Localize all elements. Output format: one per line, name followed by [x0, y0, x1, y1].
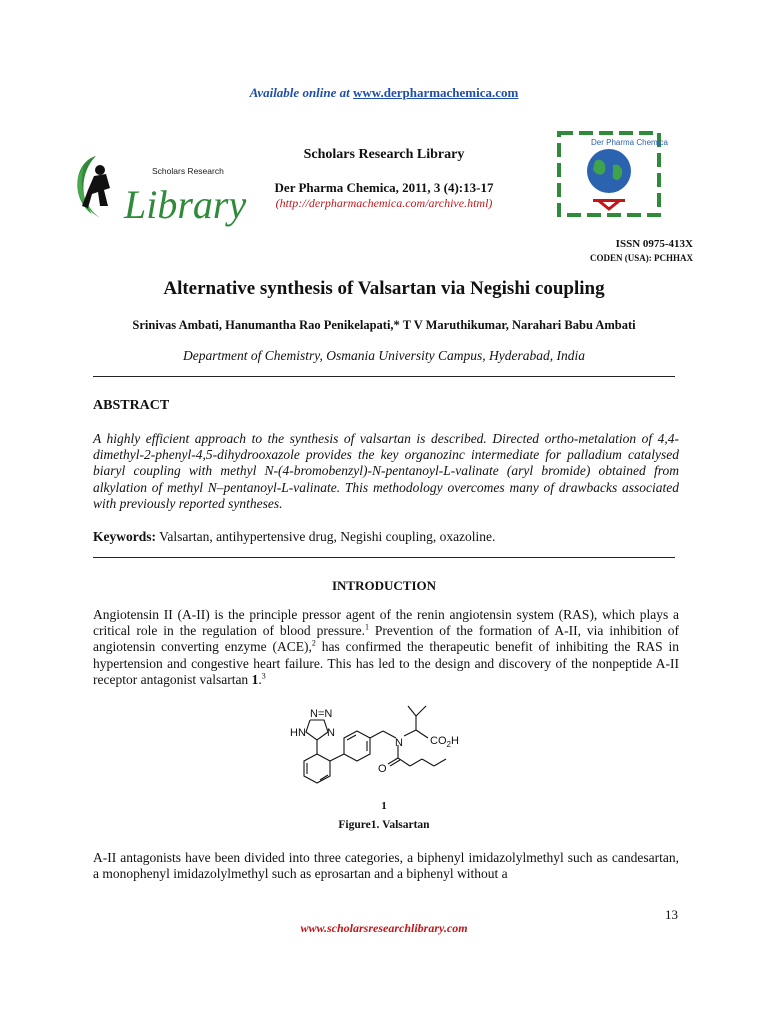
intro-paragraph-2: A-II antagonists have been divided into three categories, a biphenyl imidazolylmethyl such as candesartan, a monophenyl imidazolylmethyl such as eprosartan and a biphenyl without a [93, 850, 679, 882]
intro-p1-part-d: . [258, 671, 262, 687]
keywords-text: Valsartan, antihypertensive drug, Negishi coupling, oxazoline. [156, 529, 496, 544]
carbonyl-o-label: O [378, 763, 387, 775]
journal-citation: Der Pharma Chemica, 2011, 3 (4):13-17 [274, 180, 494, 195]
intro-p1-part-b: Prevention of the formation of A-II, via inhibition of angiotensin converting enzyme (ACE), [93, 623, 679, 655]
der-pharma-chemica-logo [555, 129, 668, 224]
citation-2: 2 [311, 638, 316, 648]
tetrazole-nn-label: N=N [310, 708, 333, 720]
issn: ISSN 0975-413X [615, 238, 693, 250]
keywords-line [93, 529, 679, 545]
affiliation: Department of Chemistry, Osmania University Campus, Hyderabad, India [183, 348, 585, 363]
footer-url[interactable]: www.scholarsresearchlibrary.com [300, 921, 468, 935]
carboxyl-label: $CO_2H$ [430, 735, 459, 749]
logo-left-big-text: Library [124, 182, 247, 227]
tetrazole-hn-label: HN [290, 727, 306, 739]
divider-top [93, 376, 675, 377]
intro-paragraph-1 [93, 607, 679, 688]
divider-bottom [93, 557, 675, 558]
amide-n-label: N [395, 737, 403, 749]
abstract-heading: ABSTRACT [93, 398, 170, 413]
introduction-heading: INTRODUCTION [331, 578, 436, 593]
intro-p1-part-c: has confirmed the therapeutic benefit of inhibiting the RAS in hypertension and congestive heart failure. This has led to the design and discovery of the nonpeptide A-II receptor antagonist valsartan [93, 639, 679, 687]
citation-1: 1 [364, 622, 369, 632]
figure-caption: Figure1. Valsartan [338, 819, 430, 831]
article-title: Alternative synthesis of Valsartan via Negishi coupling [163, 278, 605, 299]
abstract-text: A highly efficient approach to the synthesis of valsartan is described. Directed ortho-metalation of 4,4-dimethyl-2-phenyl-4,5-dihydrooxazole provides the key organozinc intermediate for palladium catalysed biaryl coupling with methyl N-(4-bromobenzyl)-N-pentanoyl-L-valinate (aryl bromide) obtained from alkylation of methyl N–pentanoyl-L-valinate. This methodology overcomes many of drawbacks associated with previously reported syntheses. [93, 431, 679, 511]
archive-url[interactable]: (http://derpharmachemica.com/archive.html) [275, 196, 493, 210]
logo-left-small-text: Scholars Research [152, 166, 224, 176]
library-name: Scholars Research Library [303, 147, 465, 162]
figure-number: 1 [381, 800, 387, 812]
tetrazole-n-label: N [327, 727, 335, 739]
valsartan-structure [280, 700, 500, 805]
journal-website-link[interactable]: www.derpharmachemica.com [353, 85, 519, 100]
authors: Srinivas Ambati, Hanumantha Rao Penikelapati,* T V Maruthikumar, Narahari Babu Ambati [132, 318, 636, 332]
logo-right-text: Der Pharma Chemica [591, 138, 668, 147]
intro-p1-part-a: Angiotensin II (A-II) is the principle pressor agent of the renin angiotensin system (RAS), which plays a critical role in the regulation of blood pressure. [93, 607, 679, 639]
citation-3: 3 [261, 671, 266, 681]
page-number: 13 [665, 907, 678, 922]
available-prefix: Available online at [249, 85, 354, 100]
coden: CODEN (USA): PCHHAX [590, 253, 693, 263]
compound-number: 1 [251, 671, 259, 687]
keywords-label: Keywords: [93, 529, 156, 544]
available-online-line [0, 85, 768, 101]
